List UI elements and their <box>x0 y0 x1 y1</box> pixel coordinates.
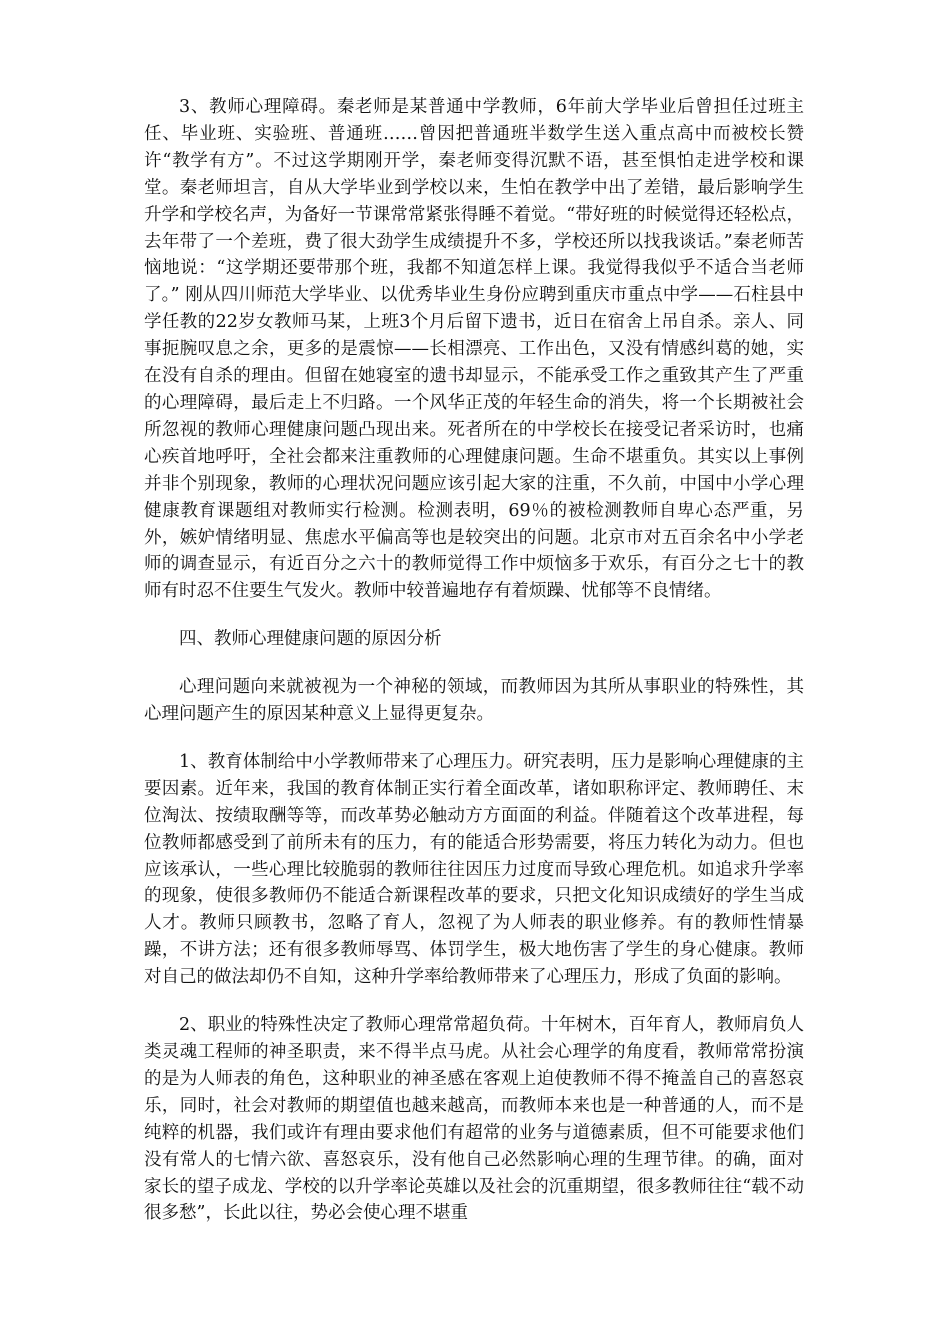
document-body <box>144 94 804 1227</box>
paragraph-profession-overload: 2、职业的特殊性决定了教师心理常常超负荷。十年树木，百年育人，教师肩负人类灵魂工程师的神圣职责，来不得半点马虎。从社会心理学的角度看，教师常常扮演的是为人师表的角色，这种职业的神圣感在客观上迫使教师不得不掩盖自己的喜怒哀乐，同时，社会对教师的期望值也越来越高，而教师本来也是一种普通的人，而不是纯粹的机器，我们或许有理由要求他们有超常的业务与道德素质，但不可能要求他们没有常人的七情六欲、喜怒哀乐，没有他自己必然影响心理的生理节律。的确，面对家长的望子成龙、学校的以升学率论英雄以及社会的沉重期望，很多教师往往“载不动很多愁”，长此以往，势必会使心理不堪重 <box>144 1015 804 1224</box>
paragraph-cause-intro: 心理问题向来就被视为一个神秘的领域，而教师因为其所从事职业的特殊性，其心理问题产生的原因某种意义上显得更复杂。 <box>144 677 804 725</box>
section-heading-cause-analysis: 四、教师心理健康问题的原因分析 <box>179 629 442 650</box>
paragraph-teacher-psychological-disorder: 3、教师心理障碍。秦老师是某普通中学教师，6年前大学毕业后曾担任过班主任、毕业班、实验班、普通班……曾因把普通班半数学生送入重点高中而被校长赞许“教学有方”。不过这学期刚开学，秦老师变得沉默不语，甚至惧怕走进学校和课堂。秦老师坦言，自从大学毕业到学校以来，生怕在教学中出了差错，最后影响学生升学和学校名声，为备好一节课常常紧张得睡不着觉。“带好班的时候觉得还轻松点，去年带了一个差班，费了很大劲学生成绩提升不多，学校还所以找我谈话。”秦老师苦恼地说：“这学期还要带那个班，我都不知道怎样上课。我觉得我似乎不适合当老师了。” 刚从四川师范大学毕业、以优秀毕业生身份应聘到重庆市重点中学——石柱县中学任教的22岁女教师马某，上班3个月后留下遗书，近日在宿舍上吊自杀。亲人、同事扼腕叹息之余，更多的是震惊——长相漂亮、工作出色，又没有情感纠葛的她，实在没有自杀的理由。但留在她寝室的遗书却显示，不能承受工作之重致其产生了严重的心理障碍，最后走上不归路。一个风华正茂的年轻生命的消失，将一个长期被社会所忽视的教师心理健康问题凸现出来。死者所在的中学校长在接受记者采访时，也痛心疾首地呼吁，全社会都来注重教师的心理健康问题。生命不堪重负。其实以上事例并非个别现象，教师的心理状况问题应该引起大家的注重，不久前，中国中小学心理健康教育课题组对教师实行检测。检测表明，69％的被检测教师自卑心态严重，另外，嫉妒情绪明显、焦虑水平偏高等也是较突出的问题。北京市对五百余名中小学老师的调查显示，有近百分之六十的教师觉得工作中烦恼多于欢乐，有百分之七十的教师有时忍不住要生气发火。教师中较普遍地存有着烦躁、忧郁等不良情绪。 <box>144 97 804 602</box>
paragraph-education-system-pressure: 1、教育体制给中小学教师带来了心理压力。研究表明，压力是影响心理健康的主要因素。近年来，我国的教育体制正实行着全面改革，诸如职称评定、教师聘任、末位淘汰、按绩取酬等等，而改革势必触动方方面面的利益。伴随着这个改革进程，每位教师都感受到了前所未有的压力，有的能适合形势需要，将压力转化为动力。但也应该承认，一些心理比较脆弱的教师往往因压力过度而导致心理危机。如追求升学率的现象，使很多教师仍不能适合新课程改革的要求，只把文化知识成绩好的学生当成人才。教师只顾教书，忽略了育人，忽视了为人师表的职业修养。有的教师性情暴躁，不讲方法；还有很多教师辱骂、体罚学生，极大地伤害了学生的身心健康。教师对自己的做法却仍不自知，这种升学率给教师带来了心理压力，形成了负面的影响。 <box>144 751 804 988</box>
